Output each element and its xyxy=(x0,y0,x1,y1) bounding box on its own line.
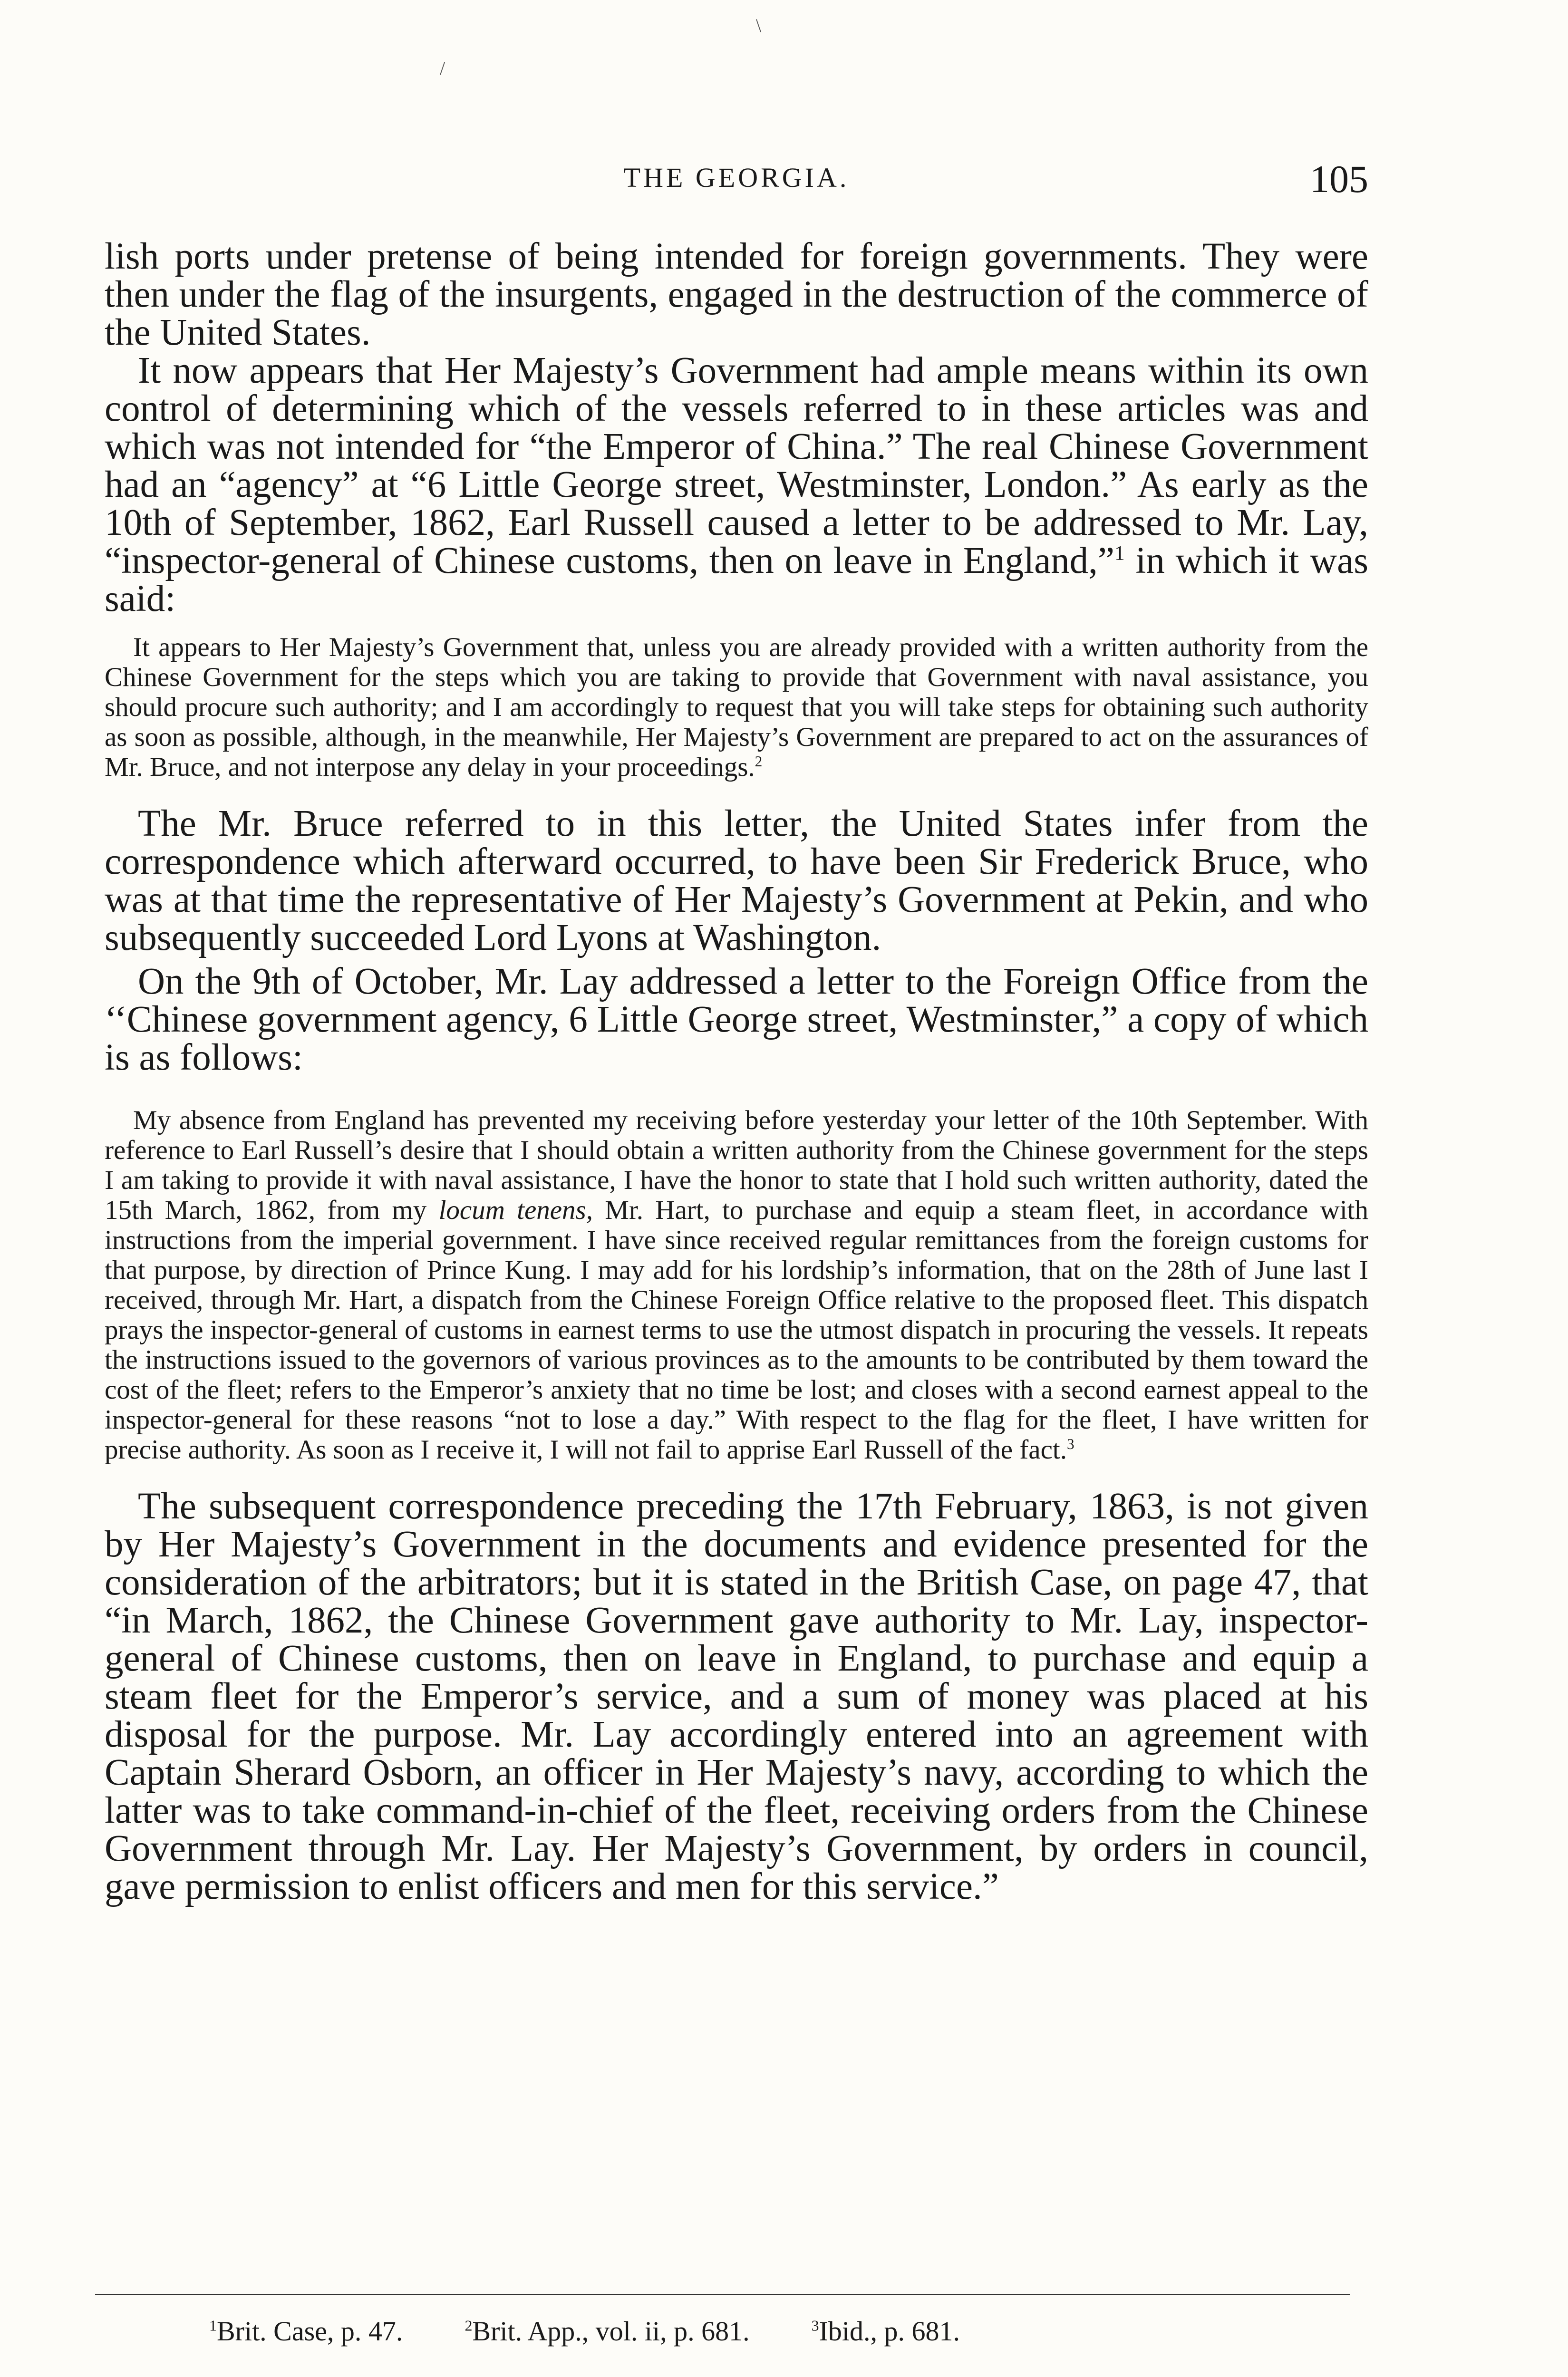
footnote-rule xyxy=(95,2294,1350,2295)
footnote-text: Ibid., p. 681. xyxy=(819,2316,960,2347)
running-title: THE GEORGIA. xyxy=(623,162,850,193)
footnote-mark: 2 xyxy=(465,2317,473,2334)
footnote-mark: 3 xyxy=(811,2317,819,2334)
footnote-text: Brit. Case, p. 47. xyxy=(216,2316,403,2347)
footnote xyxy=(812,2315,960,2347)
paragraph: On the 9th of October, Mr. Lay addressed a letter to the Foreign Office from the ‘‘Chinese government agency, 6 Little George street, Westminster,” a copy of which is as follows: xyxy=(105,961,1368,1078)
scan-mark: \ xyxy=(756,15,762,36)
quote-text: It appears to Her Majesty’s Government that, unless you are already provided with a written authority from the Chinese Government for the steps which you are taking to provide that Government with naval assistance, you should procure such authority; and I am accordingly to request that you will take steps for obtaining such authority as soon as possible, although, in the meanwhile, Her Majesty’s Government are prepared to act on the assurances of Mr. Bruce, and not interpose any delay in your proceedings. xyxy=(105,632,1368,782)
footnote-ref: 3 xyxy=(1066,1436,1074,1452)
page-number: 105 xyxy=(1310,157,1368,201)
paragraph: lish ports under pretense of being intended for foreign governments. They were then under the flag of the insurgents, engaged in the destruction of the commerce of the United States. xyxy=(105,236,1368,353)
paragraph xyxy=(105,352,1368,618)
paragraph: The subsequent correspondence preceding the 17th February, 1863, is not given by Her Majesty’s Government in the documents and evidence presented for the consideration of the arbitrators; but it is stated in the British Case, on page 47, that “in March, 1862, the Chinese Government gave authority to Mr. Lay, inspector-general of Chinese customs, then on leave in England, to purchase and equip a steam fleet for the Emperor’s service, and a sum of money was placed at his disposal for the purpose. Mr. Lay accordingly entered into an agreement with Captain Sherard Osborn, an officer in Her Majesty’s navy, according to which the latter was to take command-in-chief of the fleet, receiving orders from the Chinese Government through Mr. Lay. Her Majesty’s Government, by orders in council, gave permission to enlist officers and men for this service.” xyxy=(105,1486,1368,1907)
footnote-ref: 1 xyxy=(1114,541,1125,565)
footnotes xyxy=(209,2315,1303,2347)
page-header xyxy=(105,157,1368,204)
scan-mark: / xyxy=(440,58,445,79)
footnote-mark: 1 xyxy=(209,2317,217,2334)
footnote-ref: 2 xyxy=(755,753,763,770)
quote-italic-text: locum tenens, xyxy=(438,1195,593,1225)
paragraph-text: It now appears that Her Majesty’s Government had ample means within its own control of determining which of the vessels referred to in these articles was and which was not intended for “the Emperor of China.” The real Chinese Government had an “agency” at “6 Little George street, Westminster, London.” As early as the 10th of September, 1862, Earl Russell caused a letter to be addressed to Mr. Lay, “inspector-general of Chinese customs, then on leave in England,” xyxy=(105,350,1368,581)
paragraph: The Mr. Bruce referred to in this letter, the United States infer from the correspondence which afterward occurred, to have been Sir Frederick Bruce, who was at that time the representative of Her Majesty’s Government at Pekin, and who subsequently succeeded Lord Lyons at Washington. xyxy=(105,803,1368,958)
footnote xyxy=(209,2315,403,2347)
block-quote xyxy=(105,632,1368,782)
paragraph-text: in which it was said: xyxy=(105,540,1368,619)
quote-text: Mr. Hart, to purchase and equip a steam fleet, in accordance with instructions from the imperial government. I have since received regular remittances from the foreign customs for that purpose, by direction of Prince Kung. I may add for his lordship’s information, that on the 28th of June last I received, through Mr. Hart, a dispatch from the Chinese Foreign Office relative to the proposed fleet. This dispatch prays the inspector-general of customs in earnest terms to use the utmost dispatch in procuring the vessels. It repeats the instructions issued to the governors of various provinces as to the amounts to be contributed by them toward the cost of the fleet; refers to the Emperor’s anxiety that no time be lost; and closes with a second earnest appeal to the inspector-general for these reasons “not to lose a day.” With respect to the flag for the fleet, I have written for precise authority. As soon as I receive it, I will not fail to apprise Earl Russell of the fact. xyxy=(105,1195,1369,1465)
footnote-text: Brit. App., vol. ii, p. 681. xyxy=(472,2316,750,2347)
page-body xyxy=(105,238,1368,1906)
block-quote xyxy=(105,1105,1368,1465)
footnote xyxy=(465,2315,749,2347)
quote-text: My absence from England has prevented my receiving before yesterday your letter of the 10th September. With reference to Earl Russell’s desire that I should obtain a written authority from the Chinese government for the steps I am taking to provide it with naval assistance, I have the honor to state that I hold such written authority, dated the 15th March, 1862, from my xyxy=(105,1105,1368,1225)
